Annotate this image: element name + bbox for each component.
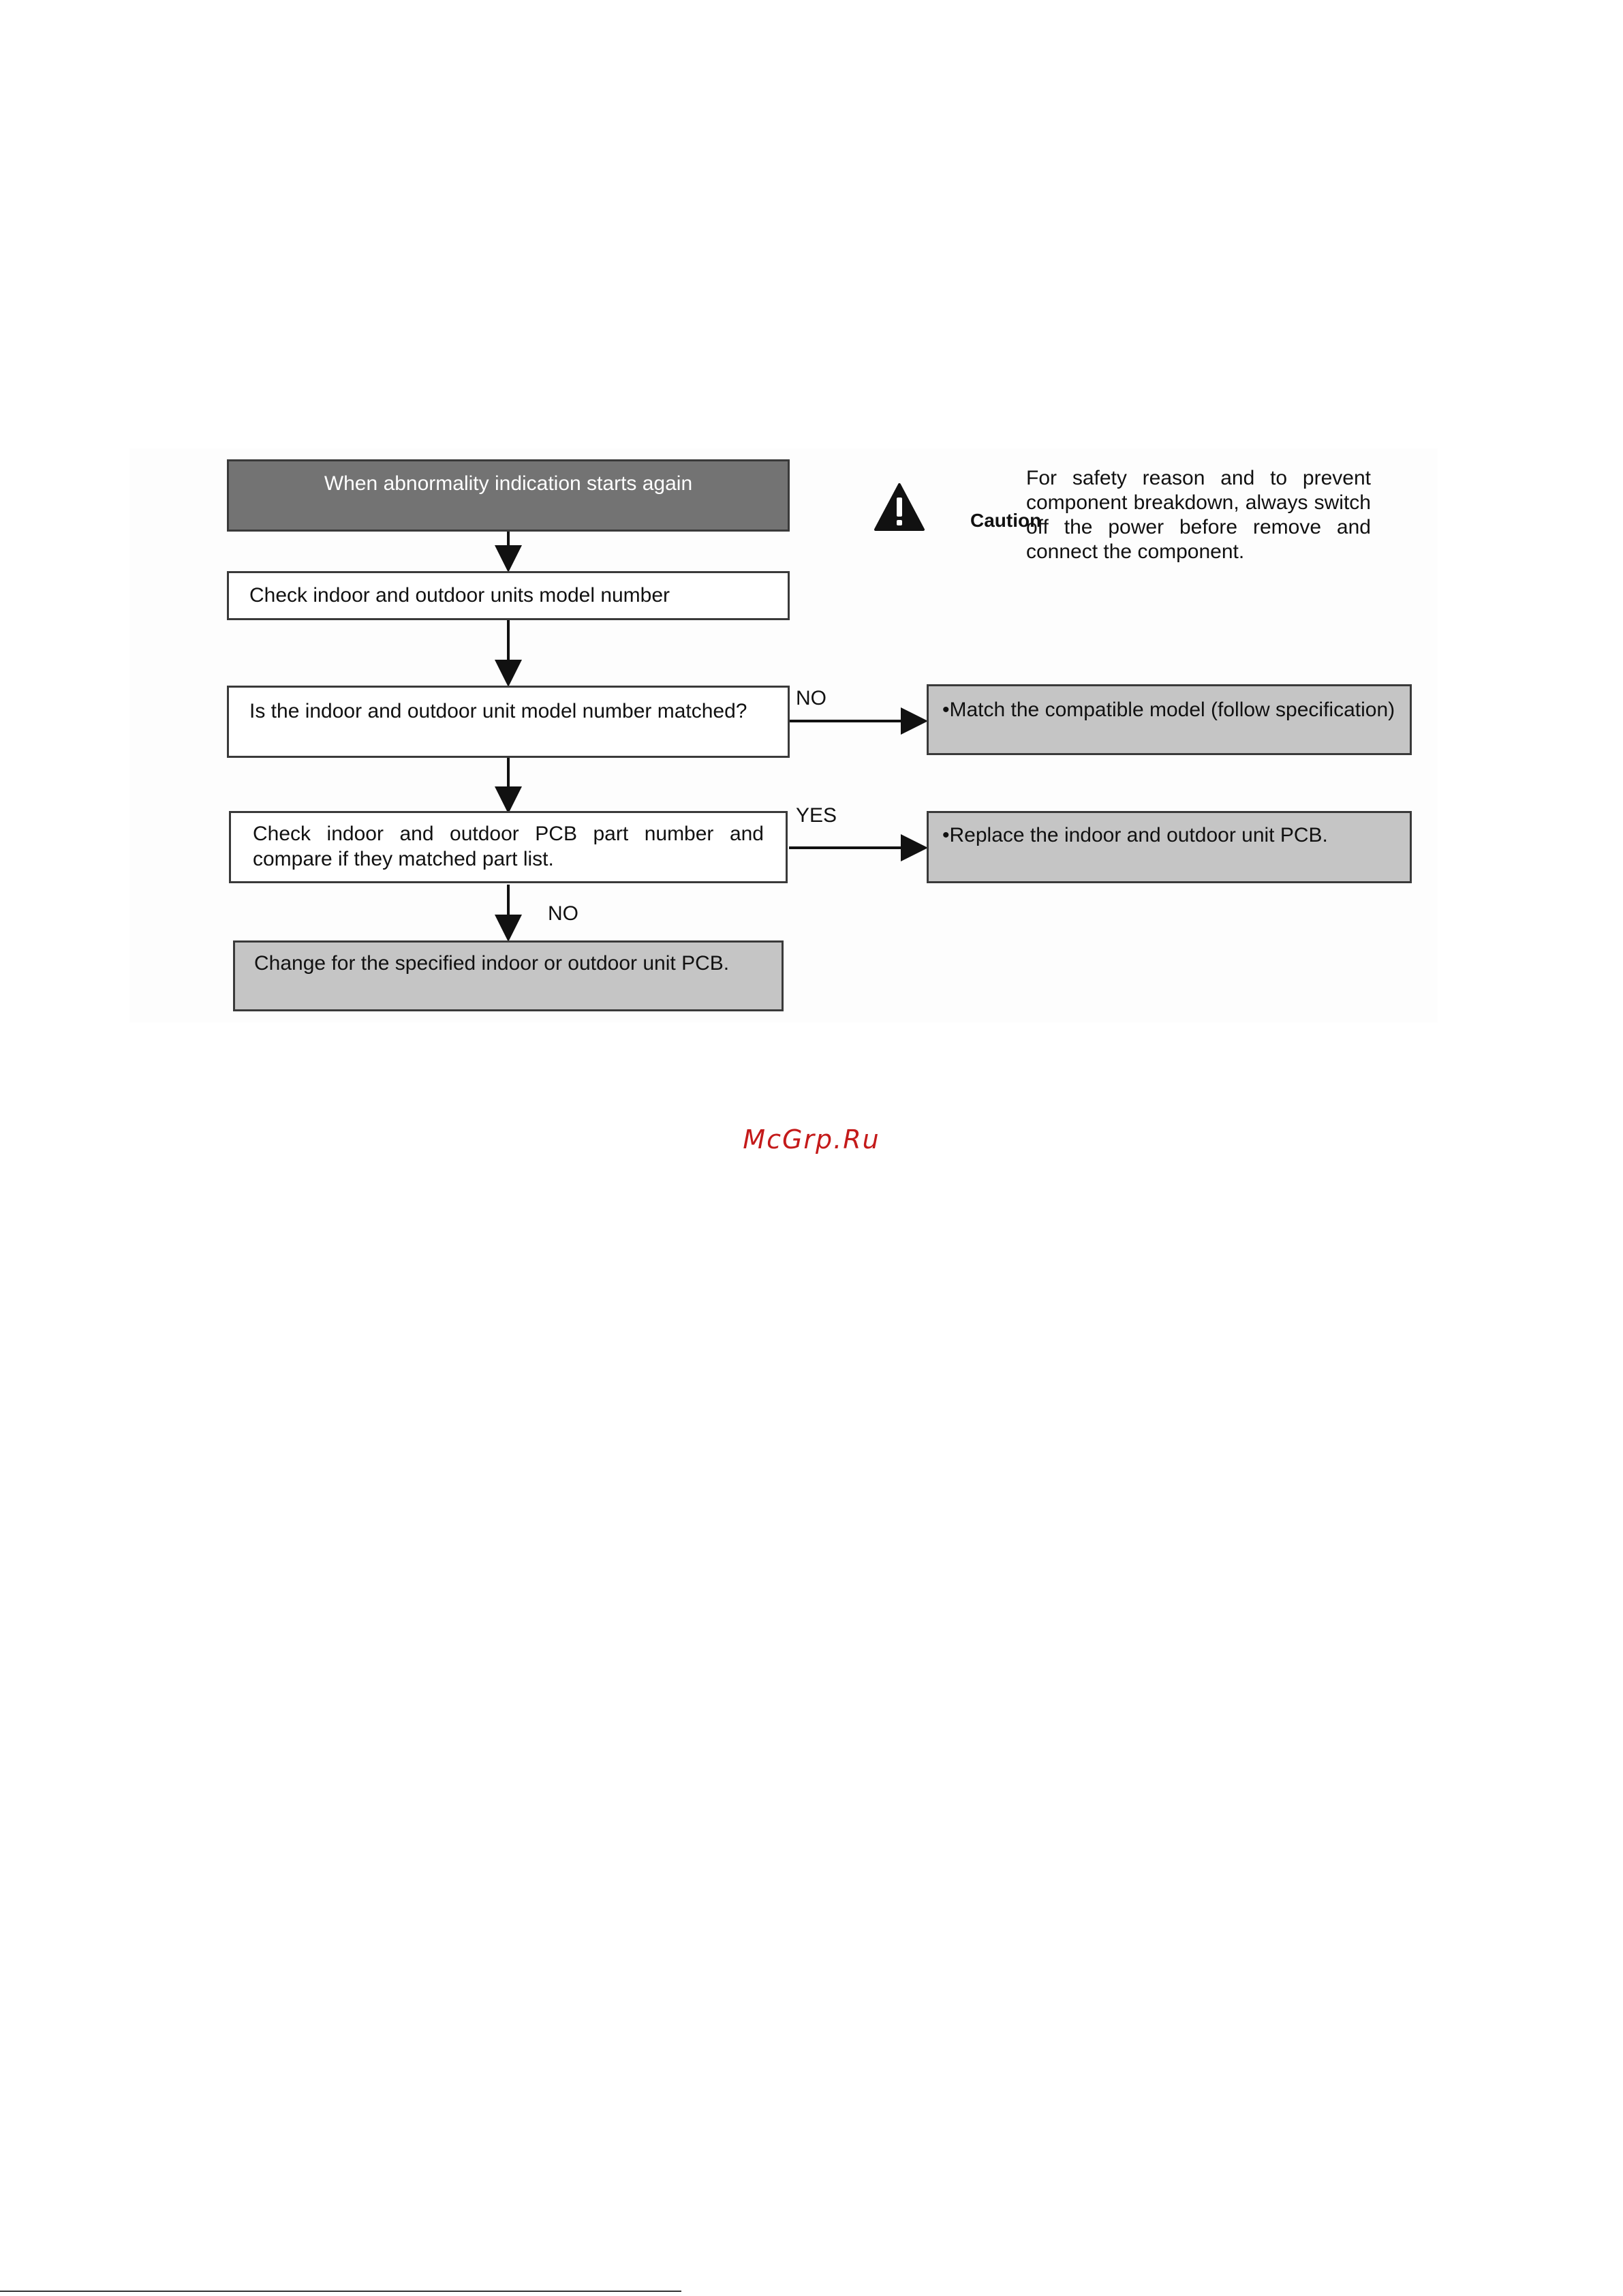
warning-triangle-icon (874, 483, 925, 532)
replace-pcb-box (927, 811, 1412, 883)
check-pcb-text: Check indoor and outdoor PCB part number and compare if they matched part list. (253, 823, 764, 870)
caution-text: For safety reason and to prevent component breakdown, always switch off the power before remove and connect the component. (1026, 467, 1371, 563)
edge-label-no-2: NO (548, 902, 578, 925)
edge-label-yes: YES (796, 804, 837, 827)
decision-models-matched-text: Is the indoor and outdoor unit model number matched? (249, 700, 747, 722)
edge-label-no-1: NO (796, 687, 826, 709)
start-box-text: When abnormality indication starts again (324, 472, 693, 495)
change-pcb-text: Change for the specified indoor or outdoor unit PCB. (254, 952, 730, 975)
match-model-box (927, 684, 1412, 755)
check-pcb-box (229, 811, 788, 883)
change-pcb-box (233, 940, 784, 1011)
decision-models-matched-box (227, 686, 790, 758)
caution-label: Caution (970, 510, 1042, 531)
watermark: McGrp.Ru (743, 1124, 880, 1154)
bottom-divider (0, 2291, 681, 2292)
check-models-box (227, 571, 790, 620)
check-models-text: Check indoor and outdoor units model number (249, 584, 670, 607)
start-box (227, 459, 790, 532)
match-model-text: •Match the compatible model (follow specification) (942, 699, 1395, 721)
replace-pcb-text: •Replace the indoor and outdoor unit PCB. (942, 824, 1328, 846)
